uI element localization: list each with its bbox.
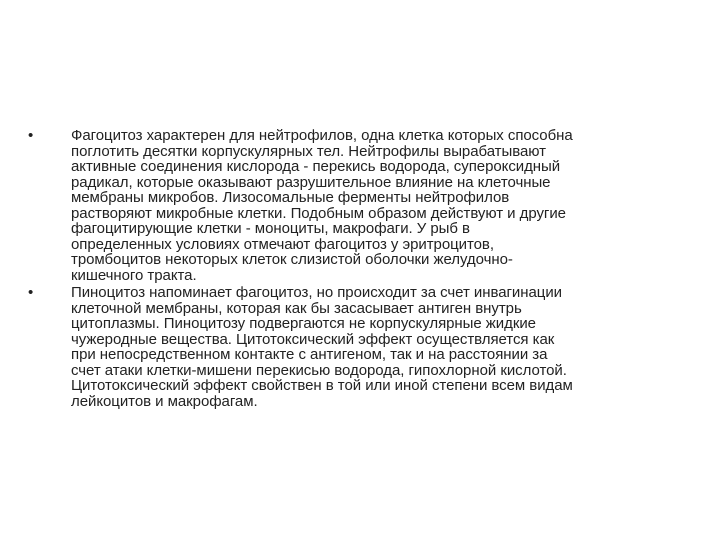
text-line: при непосредственном контакте с антигеном, так и на расстоянии за [71,346,548,363]
bullet-list [28,128,692,411]
text-line: определенных условиях отмечают фагоцитоз у эритроцитов, [71,235,494,253]
text-line: цитоплазмы. Пиноцитозу подвергаются не корпускулярные жидкие [71,315,536,332]
text-line: активные соединения кислорода - перекись водорода, супероксидный [71,158,561,175]
bullet-text-pinocytosis [71,285,692,409]
text-line: поглотить десятки корпускулярных тел. Нейтрофилы вырабатывают [71,142,546,160]
text-line: чужеродные вещества. Цитотоксический эффект осуществляется как [71,330,555,348]
text-line: счет атаки клетки-мишени перекисью водорода, гипохлорной кислотой. [71,361,567,379]
text-line: радикал, которые оказывают разрушительное влияние на клеточные [71,173,551,191]
bullet-item-phagocytosis [28,128,692,283]
text-line: клеточной мембраны, которая как бы засасывает антиген внутрь [71,299,522,317]
text-line: мембраны микробов. Лизосомальные ферменты нейтрофилов [71,189,510,206]
text-line: растворяют микробные клетки. Подобным образом действуют и другие [71,204,566,222]
text-line: лейкоцитов и макрофагам. [71,392,258,410]
bullet-text-phagocytosis [71,128,692,283]
text-line: фагоцитирующие клетки - моноциты, макрофаги. У рыб в [71,220,470,237]
bullet-dot-icon: • [28,284,34,301]
text-line: Цитотоксический эффект свойствен в той или иной степени всем видам [71,377,573,394]
text-line: Фагоцитоз характерен для нейтрофилов, одна клетка которых способна [71,127,573,144]
text-line: кишечного тракта. [71,266,197,284]
bullet-dot-icon: • [28,127,34,144]
text-line: тромбоцитов некоторых клеток слизистой оболочки желудочно- [71,251,513,268]
text-line: Пиноцитоз напоминает фагоцитоз, но происходит за счет инвагинации [71,284,562,301]
bullet-item-pinocytosis [28,285,692,409]
